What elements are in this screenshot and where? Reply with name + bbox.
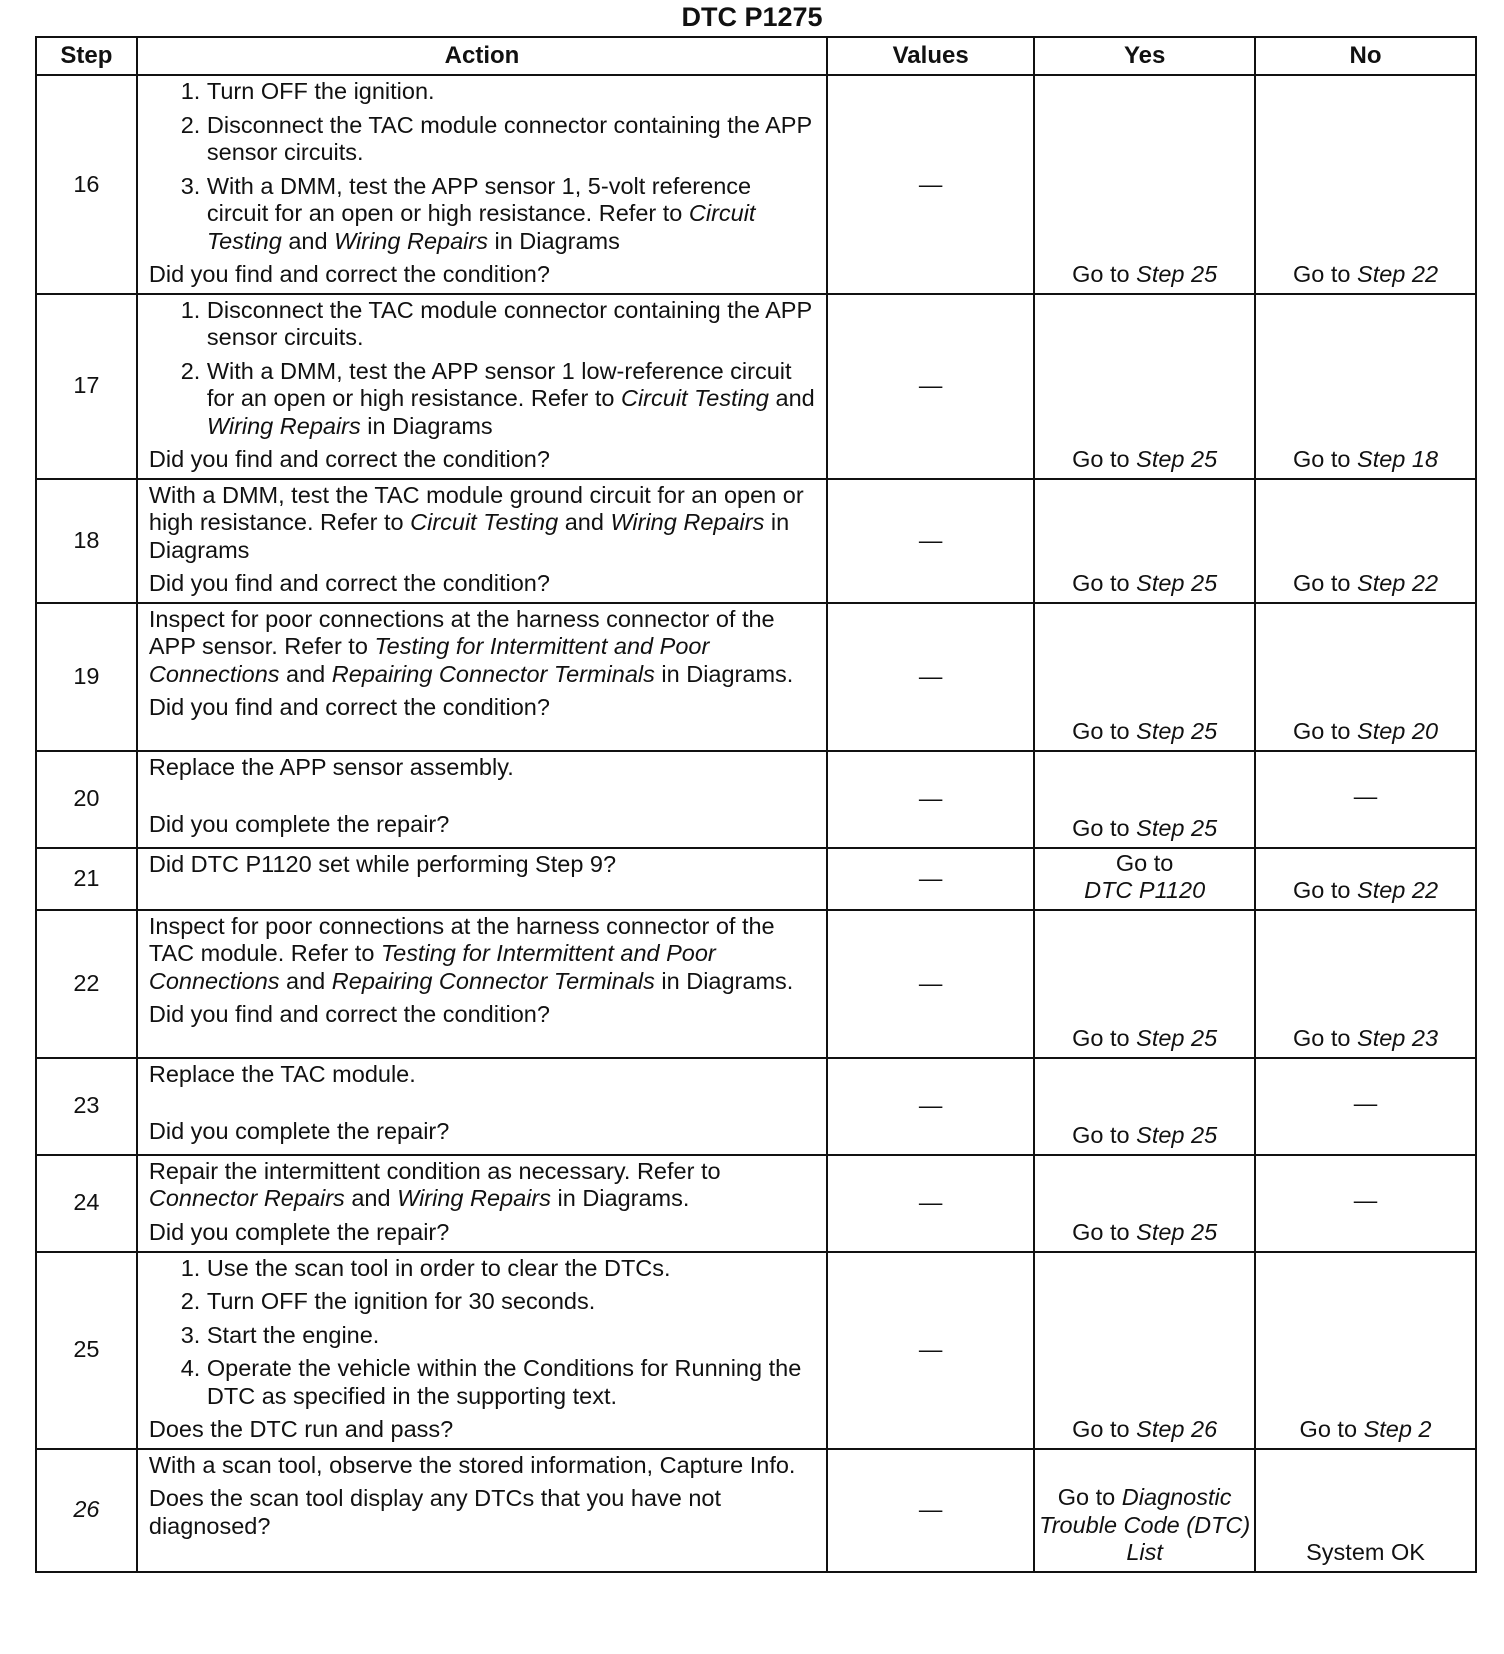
action-text: Inspect for poor connections at the harness connector of the TAC module. Refer to Testing for Intermittent and Poor Connections and Repairing Connector Terminals in Diagrams. — [148, 912, 794, 994]
question: Did you find and correct the condition? — [148, 1001, 550, 1027]
header-step: Step — [36, 37, 137, 75]
reference-link: Circuit Testing — [620, 385, 770, 411]
table-row — [36, 603, 1476, 751]
question: Did you find and correct the condition? — [148, 694, 550, 720]
reference-link: Wiring Repairs — [610, 509, 765, 535]
value-cell: — — [827, 1058, 1034, 1155]
yes-target: Step 25 — [1136, 815, 1218, 841]
yes-cell: Go to Step 25 — [1034, 294, 1255, 479]
reference-link: Wiring Repairs — [397, 1185, 551, 1211]
step-number: 26 — [36, 1449, 137, 1572]
action-cell — [137, 1058, 827, 1155]
no-cell: Go to Step 18 — [1255, 294, 1476, 479]
no-target: Step 20 — [1357, 718, 1439, 744]
table-row — [36, 1449, 1476, 1572]
question: Did you find and correct the condition? — [148, 261, 550, 287]
action-cell — [137, 603, 827, 751]
no-target: Step 22 — [1357, 570, 1439, 596]
yes-cell: Go to Step 25 — [1034, 75, 1255, 294]
table-row — [36, 294, 1476, 479]
value-cell: — — [827, 1252, 1034, 1449]
action-cell — [137, 75, 827, 294]
step-number: 18 — [36, 479, 137, 603]
table-row — [36, 1252, 1476, 1449]
value-cell: — — [827, 75, 1034, 294]
value-cell: — — [827, 751, 1034, 848]
value-cell: — — [827, 848, 1034, 910]
yes-cell: Go to Step 25 — [1034, 1155, 1255, 1252]
action-item: 4. Operate the vehicle within the Conditions for Running the DTC as specified in the supporting text. — [207, 1355, 818, 1410]
action-item: 2. Disconnect the TAC module connector containing the APP sensor circuits. — [207, 112, 818, 167]
table-row — [36, 910, 1476, 1058]
table-row — [36, 848, 1476, 910]
no-cell: System OK — [1255, 1449, 1476, 1572]
reference-link: Wiring Repairs — [206, 412, 361, 439]
no-cell: Go to Step 23 — [1255, 910, 1476, 1058]
table-row — [36, 75, 1476, 294]
header-action: Action — [137, 37, 827, 75]
step-number: 20 — [36, 751, 137, 848]
header-values: Values — [827, 37, 1034, 75]
step-number: 24 — [36, 1155, 137, 1252]
no-cell: Go to Step 22 — [1255, 848, 1476, 910]
action-text: Replace the APP sensor assembly. — [148, 753, 514, 780]
value-cell: — — [827, 1155, 1034, 1252]
step-number: 19 — [36, 603, 137, 751]
value-cell: — — [827, 294, 1034, 479]
yes-target: Step 25 — [1136, 718, 1218, 744]
action-text: With a scan tool, observe the stored information, Capture Info. — [148, 1451, 796, 1478]
action-item: 3. With a DMM, test the APP sensor 1, 5-volt reference circuit for an open or high resistance. Refer to Circuit Testing and Wiring Repairs in Diagrams — [207, 173, 818, 256]
no-target: Step 22 — [1357, 261, 1439, 287]
yes-cell: Go to Step 25 — [1034, 910, 1255, 1058]
yes-target: Step 25 — [1136, 1025, 1218, 1051]
question: Did you complete the repair? — [148, 1218, 450, 1245]
action-item: 2. Turn OFF the ignition for 30 seconds. — [207, 1288, 818, 1316]
action-cell — [137, 1449, 827, 1572]
action-cell — [137, 479, 827, 603]
yes-target: Step 25 — [1136, 570, 1218, 596]
yes-target: Step 26 — [1136, 1416, 1218, 1442]
reference-link: Circuit Testing — [206, 200, 756, 254]
action-text: Replace the TAC module. — [148, 1060, 416, 1087]
step-number: 21 — [36, 848, 137, 910]
action-cell — [137, 1155, 827, 1252]
no-cell: Go to Step 2 — [1255, 1252, 1476, 1449]
reference-link: Repairing Connector Terminals — [331, 660, 655, 687]
question: Does the scan tool display any DTCs that you have not diagnosed? — [148, 1485, 722, 1539]
yes-target: Diagnostic Trouble Code (DTC) List — [1039, 1484, 1251, 1565]
page-title: DTC P1275 — [681, 2, 823, 32]
yes-cell: Go to Step 25 — [1034, 1058, 1255, 1155]
question: Does the DTC run and pass? — [148, 1416, 454, 1442]
yes-cell: Go to Step 25 — [1034, 751, 1255, 848]
no-target: Step 18 — [1357, 446, 1439, 472]
table-row — [36, 751, 1476, 848]
no-cell: — — [1255, 751, 1476, 848]
action-item: 2. With a DMM, test the APP sensor 1 low-reference circuit for an open or high resistance. Refer to Circuit Testing and Wiring Repairs in Diagrams — [207, 358, 818, 441]
no-cell: Go to Step 22 — [1255, 75, 1476, 294]
yes-cell: Go to Step 25 — [1034, 479, 1255, 603]
action-item: 1. Disconnect the TAC module connector containing the APP sensor circuits. — [207, 297, 818, 352]
step-number: 17 — [36, 294, 137, 479]
question: Did you complete the repair? — [148, 811, 450, 837]
action-cell — [137, 1252, 827, 1449]
question: Did you find and correct the condition? — [148, 570, 550, 596]
yes-target: DTC P1120 — [1084, 877, 1206, 903]
no-cell: — — [1255, 1155, 1476, 1252]
no-cell: — — [1255, 1058, 1476, 1155]
step-number: 25 — [36, 1252, 137, 1449]
yes-cell: Go to DTC P1120 — [1034, 848, 1255, 910]
value-cell: — — [827, 910, 1034, 1058]
reference-link: Wiring Repairs — [334, 227, 488, 254]
no-target: Step 23 — [1357, 1025, 1439, 1051]
yes-target: Step 25 — [1136, 1122, 1218, 1148]
header-no: No — [1255, 37, 1476, 75]
no-target: Step 2 — [1363, 1416, 1432, 1442]
yes-target: Step 25 — [1136, 446, 1218, 472]
action-cell — [137, 294, 827, 479]
value-cell: — — [827, 479, 1034, 603]
action-text: With a DMM, test the TAC module ground circuit for an open or high resistance. Refer to Circuit Testing and Wiring Repairs in Diagrams — [148, 481, 804, 563]
no-target: Step 22 — [1357, 877, 1439, 903]
question: Did you find and correct the condition? — [148, 446, 550, 472]
yes-cell: Go to Step 26 — [1034, 1252, 1255, 1449]
action-text: Inspect for poor connections at the harness connector of the APP sensor. Refer to Testing for Intermittent and Poor Connections and Repairing Connector Terminals in Diagrams. — [148, 605, 794, 687]
value-cell: — — [827, 1449, 1034, 1572]
value-cell: — — [827, 603, 1034, 751]
action-cell — [137, 848, 827, 910]
table-row — [36, 1058, 1476, 1155]
reference-link: Connector Repairs — [148, 1185, 345, 1211]
question: Did you complete the repair? — [148, 1118, 450, 1144]
action-item: 1. Use the scan tool in order to clear the DTCs. — [207, 1255, 818, 1283]
table-row — [36, 479, 1476, 603]
table-row — [36, 1155, 1476, 1252]
yes-cell: Go to Step 25 — [1034, 603, 1255, 751]
action-text: Repair the intermittent condition as necessary. Refer to Connector Repairs and Wiring Repairs in Diagrams. — [148, 1157, 721, 1211]
action-cell — [137, 751, 827, 848]
table-header-row — [36, 37, 1476, 75]
step-number: 23 — [36, 1058, 137, 1155]
yes-target: Step 25 — [1136, 261, 1218, 287]
diagnostic-table — [35, 36, 1477, 1573]
no-cell: Go to Step 20 — [1255, 603, 1476, 751]
action-cell — [137, 910, 827, 1058]
action-item: 3. Start the engine. — [207, 1322, 818, 1350]
reference-link: Testing for Intermittent and Poor Connections — [148, 940, 716, 994]
reference-link: Testing for Intermittent and Poor Connections — [148, 633, 710, 687]
reference-link: Circuit Testing — [410, 509, 559, 535]
action-item: 1. Turn OFF the ignition. — [207, 78, 818, 106]
step-number: 22 — [36, 910, 137, 1058]
header-yes: Yes — [1034, 37, 1255, 75]
reference-link: Repairing Connector Terminals — [331, 967, 655, 994]
yes-target: Step 25 — [1136, 1219, 1218, 1245]
yes-cell: Go to Diagnostic Trouble Code (DTC) List — [1034, 1449, 1255, 1572]
step-number: 16 — [36, 75, 137, 294]
action-text: Did DTC P1120 set while performing Step 9? — [148, 850, 617, 877]
no-cell: Go to Step 22 — [1255, 479, 1476, 603]
